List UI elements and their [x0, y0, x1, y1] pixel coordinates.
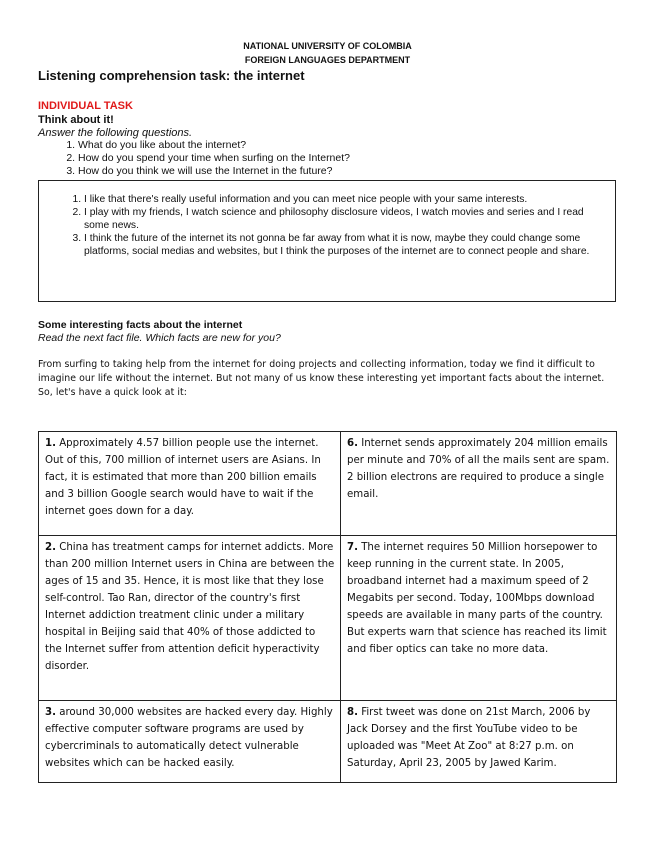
fact-file-table	[38, 431, 617, 783]
fact-cell	[341, 701, 617, 783]
page-title: Listening comprehension task: the internet	[38, 68, 305, 83]
answers-list	[39, 181, 615, 258]
table-row	[39, 701, 617, 783]
fact-text: Approximately 4.57 billion people use the internet. Out of this, 700 million of internet users are Asians. In fact, it is estimated that more than 200 billion emails and 3 billion Google search would have to wait if the internet goes down for a day.	[45, 438, 321, 517]
instruction-text: Answer the following questions.	[38, 127, 193, 139]
questions-list	[38, 139, 638, 178]
question-item: 3. How do you think we will use the Internet in the future?	[78, 165, 638, 178]
fact-text: China has treatment camps for internet addicts. More than 200 million Internet users in China are between the ages of 15 and 35. Hence, it is most like that they lose self-control. Tao Ran, director of the country's first Internet addiction treatment clinic under a military hospital in Beijing said that 40% of those addicted to the Internet suffer from attention deficit hyperactivity disorder.	[45, 542, 335, 672]
university-name: NATIONAL UNIVERSITY OF COLOMBIA	[243, 41, 412, 51]
fact-cell	[39, 536, 341, 701]
fact-number: 1.	[45, 438, 56, 449]
facts-intro	[38, 358, 618, 400]
fact-text: The internet requires 50 Million horsepower to keep running in the current state. In 2005, broadband internet had a maximum speed of 2 Megabits per second. Today, 100Mbps download speeds are available in many parts of the country. But experts warn that science has reached its limit and fiber optics can take no more data.	[347, 542, 607, 655]
fact-cell	[39, 432, 341, 536]
fact-cell	[341, 432, 617, 536]
fact-text: Internet sends approximately 204 million emails per minute and 70% of all the mails sent are spam. 2 billion electrons are required to produce a single email.	[347, 438, 610, 500]
answer-item: 3. I think the future of the internet its not gonna be far away from what it is now, maybe they could change some platforms, social medias and websites, but I think the purposes of the internet are to connect people and share.	[84, 232, 603, 258]
facts-section-subtitle: Read the next fact file. Which facts are new for you?	[38, 332, 281, 344]
think-about-it-heading: Think about it!	[38, 114, 114, 126]
question-item: 2. How do you spend your time when surfing on the Internet?	[78, 152, 638, 165]
fact-number: 2.	[45, 542, 56, 553]
fact-text: First tweet was done on 21st March, 2006 by Jack Dorsey and the first YouTube video to be uploaded was "Meet At Zoo" at 8:27 p.m. on Saturday, April 23, 2005 by Jawed Karim.	[347, 707, 591, 769]
table-row	[39, 432, 617, 536]
individual-task-heading: INDIVIDUAL TASK	[38, 100, 133, 112]
table-row	[39, 536, 617, 701]
fact-cell	[341, 536, 617, 701]
department-name: FOREIGN LANGUAGES DEPARTMENT	[244, 55, 411, 65]
intro-lead: So, let's have a quick look at it:	[38, 387, 187, 398]
fact-text: around 30,000 websites are hacked every day. Highly effective computer software programs are used by cybercriminals to automatically detect vulnerable websites which can be hacked easily.	[45, 707, 333, 769]
question-item: 1. What do you like about the internet?	[78, 139, 638, 152]
answers-box	[38, 180, 616, 302]
facts-section-title: Some interesting facts about the internet	[38, 319, 243, 331]
fact-number: 8.	[347, 707, 358, 718]
fact-cell	[39, 701, 341, 783]
fact-number: 3.	[45, 707, 56, 718]
answer-item: 2. I play with my friends, I watch science and philosophy disclosure videos, I watch movies and series and I read some news.	[84, 206, 603, 232]
answer-item: 1. I like that there's really useful information and you can meet nice people with your same interests.	[84, 193, 603, 206]
fact-number: 6.	[347, 438, 358, 449]
fact-number: 7.	[347, 542, 358, 553]
intro-paragraph: From surfing to taking help from the internet for doing projects and collecting information, today we find it difficult to imagine our life without the internet. But not many of us know these interesting yet important facts about the internet.	[38, 359, 605, 384]
